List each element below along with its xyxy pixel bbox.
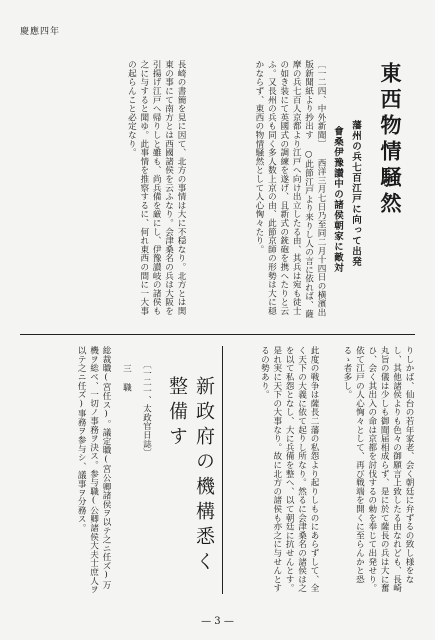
article-title: 東西物情騒然 (378, 62, 403, 218)
top-body-left: 長崎の書簡を見に因て、北方の事情は大に不穏なり。北方とは関東の事にて南方とは西國諸侯を云ふなり。会津桑名の兵は大阪を引揚げ江戸へ帰りしと雖も、尚兵備を厳にし、伊豫讃岐の諸侯も之に与すると聞ゆ。此事情を推察するに、何れ東西の間に一大事の起らんこと必定なり。 (126, 60, 186, 316)
running-head: 慶應四年 (20, 27, 61, 37)
article-subtitle-2: 會桑伊豫讃中の諸侯朝家に敵対 (332, 126, 343, 273)
column-rule (222, 346, 223, 594)
bottom-body-right: りしかば、仙台の若年家老、会く朝廷に弁ずるの致し様をなし、其他諸侯よりも色々の御願言上致したる由なれども、長崎丸旨の儀は少しも御聞届相成らず、是に於て薩長の兵は大に奮ひ、会く其出入の命は京都を討伐するの勅を奉じて出発せり。依て江戸の人心恟々として、再び戦端を開くに至らんかと恐るゝ者多し。 (341, 346, 414, 593)
bottom-body-middle: 此度の戦争は薩長二藩の私怨より起りしものにあらずして、全く天下の大義に依て起りし所なり。然るに会津桑名の諸侯は之を以て私怨となし、大に兵備を整へ、以て朝廷に抗せんとす。是れ実に天下の大事なり。故に北方の諸侯も亦之に与せんとするの勢あり。 (259, 346, 319, 593)
section-label: 三 職 (121, 364, 132, 392)
section-divider (20, 334, 415, 335)
page-number: — 3 — (201, 616, 234, 627)
bottom-body-left: 総裁職(宮任ス)。議定職(宮公卿諸侯ヲ以テ之ニ任ズ)万機ヲ総ベ、一切ノ事務ヲ決ス。参与職(公卿諸侯大夫士庶人ヲ以テ之ニ任ズ)事務ヲ参与シ、議事ヲ分務ス。 (76, 346, 111, 594)
article-subtitle-1: 藩州の兵七百江戸に向って出発 (350, 120, 361, 267)
bottom-headline: 新政府の機構悉く整備す (166, 376, 215, 576)
source-citation: 〔一二一、太政官日誌〕 (141, 360, 152, 457)
top-body-right: 〔一二四、中外新聞〕 西洋三月七日乃至同二月十四日の横濱出版新聞紙より抄出す ○此節江戸より来りし人の言に依れば、薩摩の兵七百人京都より江戸へ向け出立したる由、其兵は宛も徒士の如き装にて英國式の調練を遂げ、且新式の銃砲を携へたりと云ふ。又長州の兵も同く多人数上京の由、此節京師の形勢は大に穏かならず、東西の物情騒然として人心恟々たり。 (253, 60, 326, 318)
